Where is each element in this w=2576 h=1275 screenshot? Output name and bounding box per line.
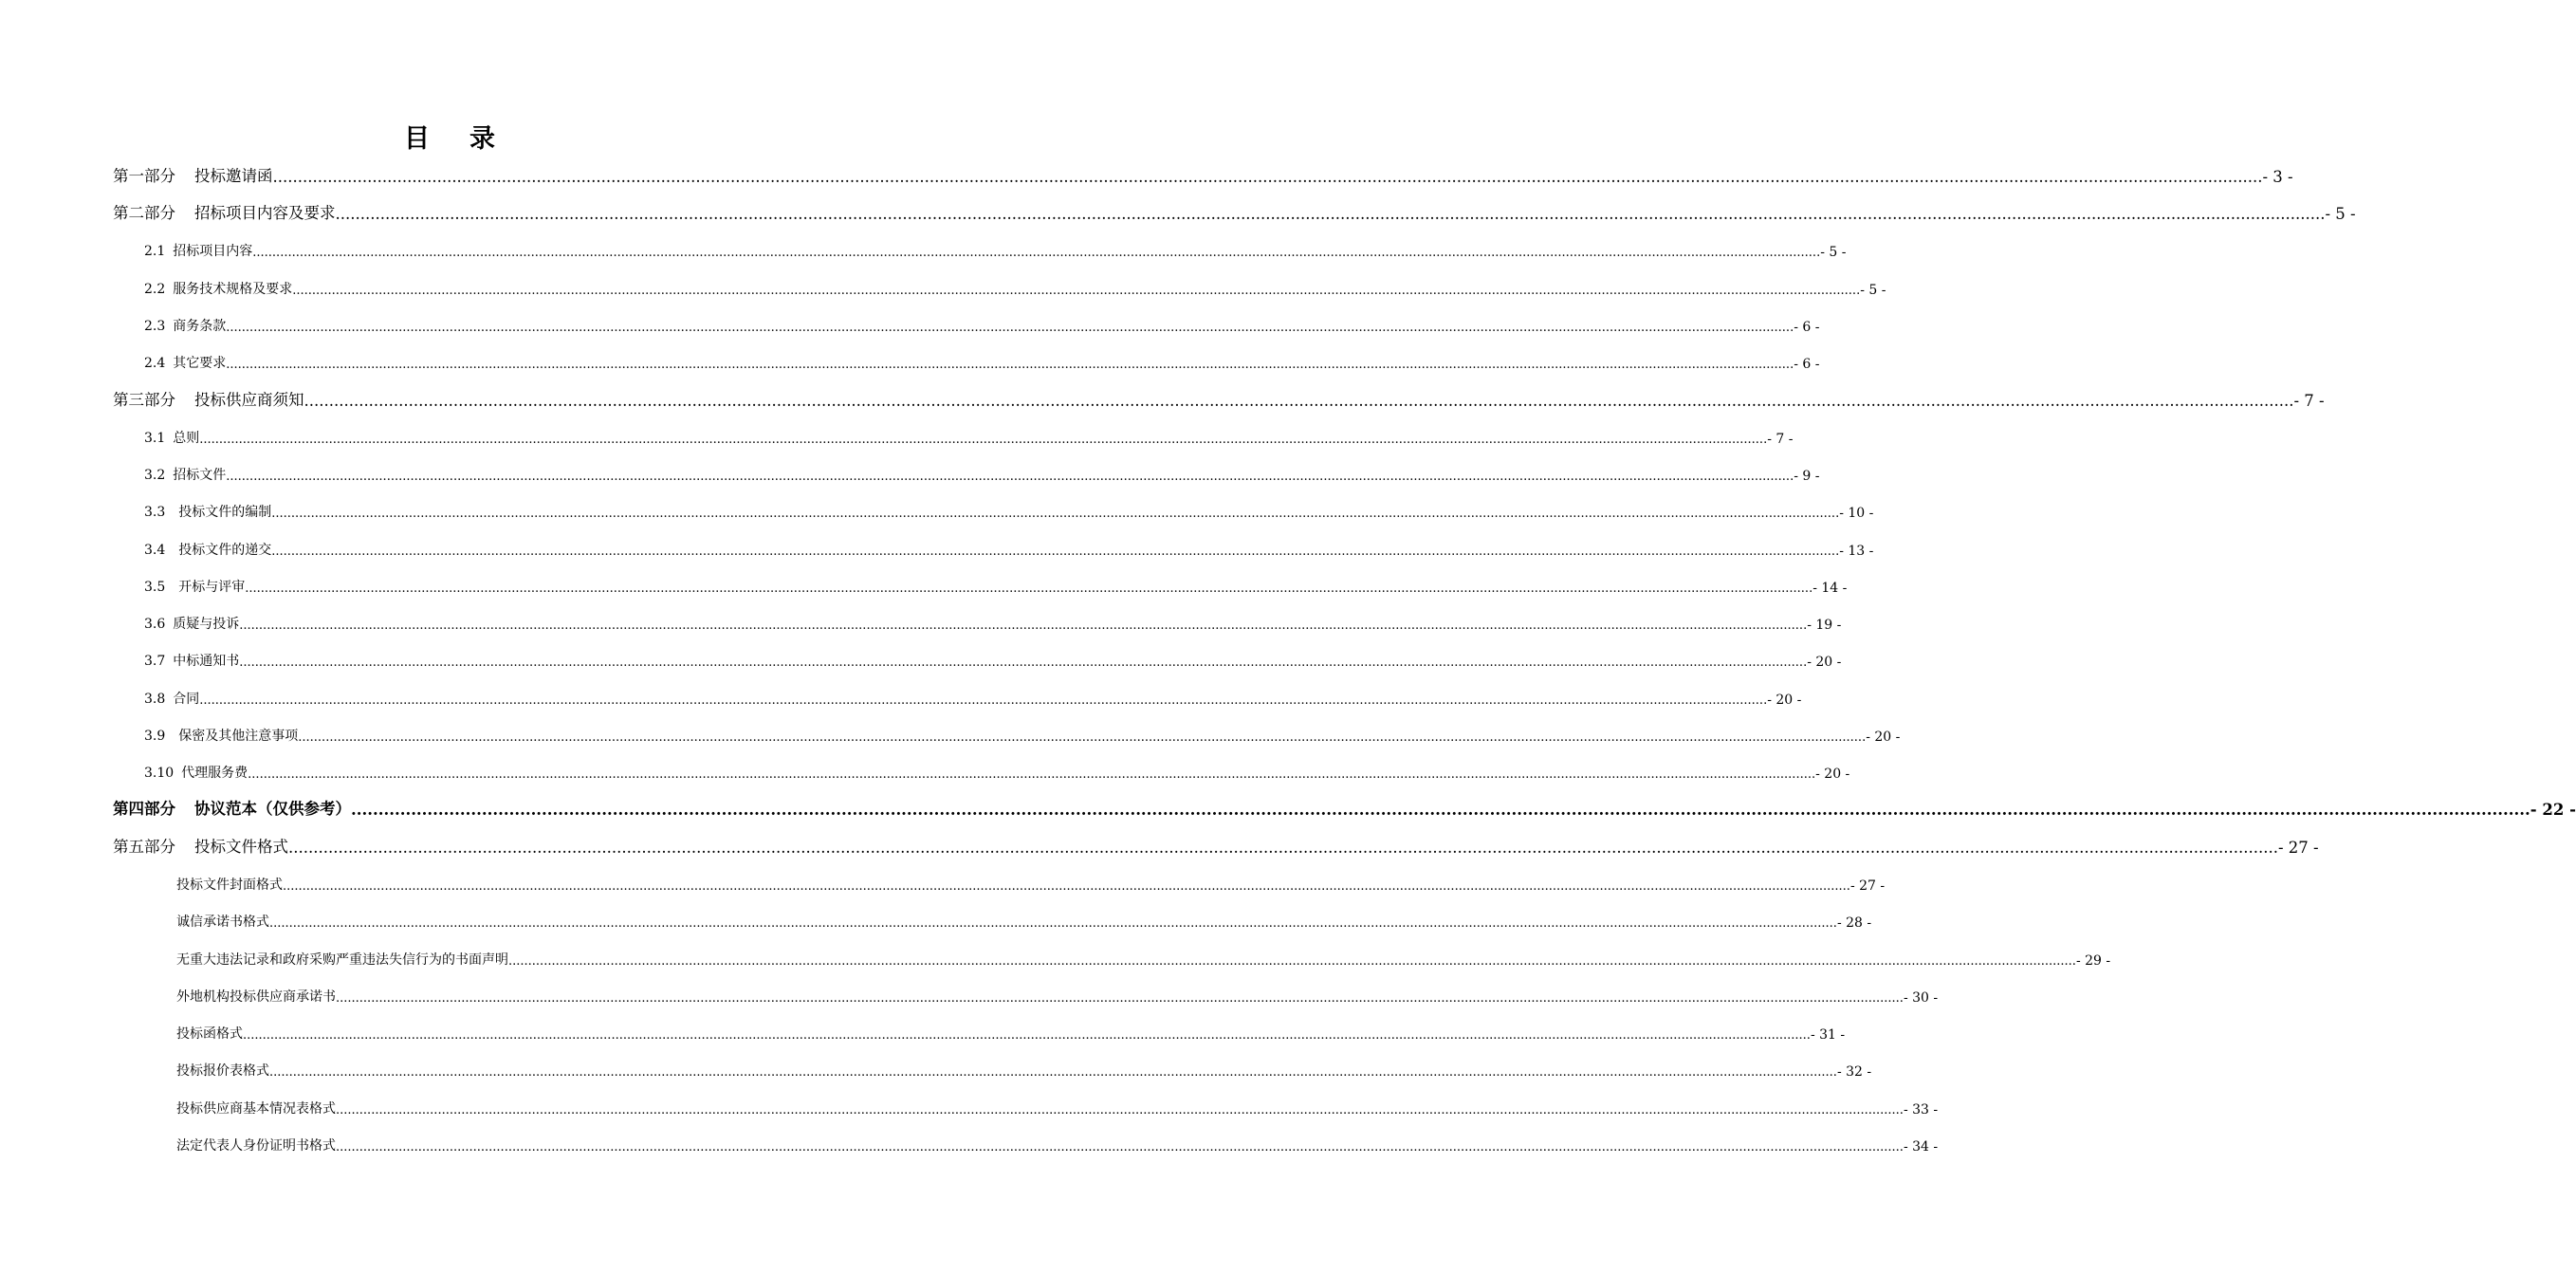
toc-entry-text: 质疑与投诉 bbox=[173, 617, 240, 632]
toc-title-char-1: 目 bbox=[404, 124, 432, 154]
toc-entry-label bbox=[113, 387, 304, 410]
toc-entry-leader-dots: ................................................................................................................................................................................................................................................................................................................................................................................................................ bbox=[283, 879, 1850, 894]
toc-entry-leader-dots: ................................................................................................................................................................................................................................................................................................................................................................................................................ bbox=[292, 284, 1861, 298]
toc-entry[interactable] bbox=[144, 237, 1847, 260]
toc-entry-page-number: - 5 - bbox=[1860, 283, 1886, 298]
toc-entry[interactable] bbox=[144, 536, 1874, 559]
toc-entry-page-number: - 33 - bbox=[1903, 1102, 1939, 1118]
toc-entry-page-number: - 20 - bbox=[1807, 655, 1842, 670]
toc-entry-number: 3.8 bbox=[144, 692, 166, 707]
toc-entry-number: 第三部分 bbox=[113, 391, 175, 409]
toc-entry-label bbox=[176, 1061, 269, 1080]
toc-entry-text: 投标供应商须知 bbox=[194, 391, 304, 409]
toc-entry-text: 投标文件的编制 bbox=[178, 505, 272, 520]
toc-entry-leader-dots: ................................................................................................................................................................................................................................................................................................................................................................................................................ bbox=[239, 619, 1808, 633]
toc-entry[interactable] bbox=[144, 275, 1886, 298]
toc-title-char-2: 录 bbox=[469, 124, 497, 154]
toc-entry-number: 第一部分 bbox=[113, 167, 175, 185]
toc-entry-number: 3.2 bbox=[144, 468, 166, 483]
toc-entry-leader-dots: ................................................................................................................................................................................................................................................................................................................................................................................................................ bbox=[226, 321, 1794, 335]
toc-entry-text: 招标文件 bbox=[173, 468, 227, 483]
toc-entry-leader-dots: ................................................................................................................................................................................................................................................................................................................................................................................................................ bbox=[351, 801, 2530, 819]
toc-entry-label bbox=[144, 502, 271, 521]
toc-entry-number: 2.4 bbox=[144, 356, 166, 371]
toc-entry-number: 3.3 bbox=[144, 505, 166, 520]
toc-entry[interactable] bbox=[113, 200, 2356, 223]
toc-entry-text: 代理服务费 bbox=[181, 766, 248, 781]
toc-entry-label bbox=[144, 689, 199, 708]
toc-entry-text: 投标文件封面格式 bbox=[176, 878, 283, 893]
toc-entry[interactable] bbox=[144, 722, 1901, 745]
toc-entry[interactable] bbox=[113, 387, 2325, 410]
toc-entry-page-number: - 34 - bbox=[1903, 1139, 1939, 1155]
toc-entry-leader-dots: ................................................................................................................................................................................................................................................................................................................................................................................................................ bbox=[245, 582, 1813, 596]
toc-entry-leader-dots: ................................................................................................................................................................................................................................................................................................................................................................................................................ bbox=[508, 954, 2076, 969]
toc-entry-page-number: - 30 - bbox=[1903, 990, 1939, 1006]
toc-entry-number: 2.1 bbox=[144, 244, 166, 259]
toc-entry[interactable] bbox=[144, 349, 1820, 372]
toc-entry-text: 保密及其他注意事项 bbox=[178, 729, 299, 744]
toc-entry-number: 3.7 bbox=[144, 654, 166, 669]
toc-entry-text: 诚信承诺书格式 bbox=[176, 915, 269, 930]
toc-entry-leader-dots: ................................................................................................................................................................................................................................................................................................................................................................................................................ bbox=[199, 693, 1768, 708]
toc-entry-text: 投标文件的递交 bbox=[178, 543, 272, 558]
toc-entry[interactable] bbox=[176, 1132, 1939, 1155]
toc-entry-label bbox=[113, 200, 336, 223]
toc-entry[interactable] bbox=[176, 1057, 1872, 1080]
toc-entry-label bbox=[144, 241, 252, 260]
toc-entry-page-number: - 20 - bbox=[1767, 693, 1802, 708]
toc-entry-text: 开标与评审 bbox=[178, 580, 246, 595]
toc-entry-text: 法定代表人身份证明书格式 bbox=[176, 1138, 336, 1154]
toc-entry-label bbox=[144, 614, 239, 633]
toc-entry-text: 投标供应商基本情况表格式 bbox=[176, 1101, 336, 1117]
toc-entry-page-number: - 3 - bbox=[2262, 168, 2293, 186]
toc-entry-label bbox=[144, 428, 199, 447]
toc-entry-number: 3.10 bbox=[144, 766, 175, 781]
toc-entry[interactable] bbox=[113, 163, 2293, 186]
toc-entry-text: 招标项目内容及要求 bbox=[194, 204, 336, 222]
toc-entry-label bbox=[144, 763, 248, 782]
toc-entry-page-number: - 20 - bbox=[1866, 730, 1901, 745]
toc-entry-page-number: - 22 - bbox=[2530, 801, 2576, 819]
toc-entry-text: 商务条款 bbox=[173, 319, 227, 334]
toc-entry[interactable] bbox=[176, 1095, 1939, 1118]
toc-entry[interactable] bbox=[144, 424, 1794, 447]
toc-entry[interactable] bbox=[144, 647, 1842, 670]
toc-entry[interactable] bbox=[144, 685, 1802, 708]
toc-entry-leader-dots: ................................................................................................................................................................................................................................................................................................................................................................................................................ bbox=[288, 839, 2278, 857]
toc-entry-label bbox=[144, 726, 298, 745]
toc-entry-page-number: - 5 - bbox=[2325, 205, 2356, 223]
toc-entry[interactable] bbox=[176, 871, 1886, 894]
toc-entry-leader-dots: ................................................................................................................................................................................................................................................................................................................................................................................................................ bbox=[271, 507, 1840, 521]
toc-entry-text: 其它要求 bbox=[173, 356, 227, 371]
toc-entry[interactable] bbox=[144, 312, 1820, 335]
toc-entry-number: 3.4 bbox=[144, 543, 166, 558]
toc-entry-label bbox=[176, 950, 508, 969]
toc-entry-label bbox=[144, 540, 271, 559]
toc-entry-text: 服务技术规格及要求 bbox=[173, 282, 293, 297]
toc-entry-label bbox=[144, 353, 226, 372]
toc-entry-label bbox=[176, 987, 336, 1006]
toc-entry-label bbox=[113, 163, 273, 186]
toc-entry-label bbox=[144, 577, 245, 596]
toc-entry-page-number: - 9 - bbox=[1794, 469, 1820, 484]
toc-entry-leader-dots: ................................................................................................................................................................................................................................................................................................................................................................................................................ bbox=[269, 1065, 1837, 1080]
toc-entry-page-number: - 20 - bbox=[1815, 767, 1850, 782]
toc-entry-page-number: - 7 - bbox=[2293, 392, 2325, 410]
toc-entry-page-number: - 27 - bbox=[2277, 839, 2319, 857]
toc-entry-page-number: - 29 - bbox=[2075, 953, 2111, 969]
toc-entry[interactable] bbox=[144, 498, 1874, 521]
toc-entry[interactable] bbox=[144, 759, 1850, 782]
toc-entry-label bbox=[176, 875, 283, 894]
toc-entry-leader-dots: ................................................................................................................................................................................................................................................................................................................................................................................................................ bbox=[243, 1028, 1811, 1043]
toc-entry-label bbox=[144, 465, 226, 484]
toc-entry-leader-dots: ................................................................................................................................................................................................................................................................................................................................................................................................................ bbox=[335, 205, 2326, 223]
toc-entry-page-number: - 5 - bbox=[1820, 245, 1847, 260]
toc-entry-label bbox=[144, 651, 239, 670]
toc-entry-number: 3.1 bbox=[144, 431, 166, 446]
toc-entry-leader-dots: ................................................................................................................................................................................................................................................................................................................................................................................................................ bbox=[199, 433, 1768, 447]
toc-entry-page-number: - 6 - bbox=[1794, 320, 1820, 335]
toc-entry-leader-dots: ................................................................................................................................................................................................................................................................................................................................................................................................................ bbox=[336, 991, 1904, 1006]
toc-entry-label bbox=[113, 796, 351, 819]
toc-entry-number: 3.9 bbox=[144, 729, 166, 744]
toc-entry-leader-dots: ................................................................................................................................................................................................................................................................................................................................................................................................................ bbox=[248, 767, 1816, 782]
toc-entry-label bbox=[176, 1024, 243, 1043]
toc-entry-leader-dots: ................................................................................................................................................................................................................................................................................................................................................................................................................ bbox=[252, 246, 1821, 260]
toc-entry-number: 2.2 bbox=[144, 282, 166, 297]
toc-entry-label bbox=[144, 316, 226, 335]
toc-entry-leader-dots: ................................................................................................................................................................................................................................................................................................................................................................................................................ bbox=[239, 656, 1808, 670]
toc-entry-leader-dots: ................................................................................................................................................................................................................................................................................................................................................................................................................ bbox=[304, 392, 2294, 410]
toc-entry-page-number: - 31 - bbox=[1810, 1027, 1846, 1043]
toc-entry-page-number: - 6 - bbox=[1794, 357, 1820, 372]
toc-entry-text: 协议范本（仅供参考） bbox=[194, 800, 351, 818]
toc-entry-leader-dots: ................................................................................................................................................................................................................................................................................................................................................................................................................ bbox=[336, 1140, 1904, 1155]
toc-entry-leader-dots: ................................................................................................................................................................................................................................................................................................................................................................................................................ bbox=[271, 545, 1840, 559]
toc-entry-page-number: - 28 - bbox=[1836, 915, 1872, 931]
toc-entry[interactable] bbox=[113, 796, 2576, 819]
toc-entry[interactable] bbox=[144, 610, 1842, 633]
toc-entry[interactable] bbox=[144, 461, 1820, 484]
toc-entry-number: 3.6 bbox=[144, 617, 166, 632]
toc-entry-text: 投标函格式 bbox=[176, 1026, 243, 1042]
toc-entry-number: 第四部分 bbox=[113, 800, 175, 818]
toc-entry-leader-dots: ................................................................................................................................................................................................................................................................................................................................................................................................................ bbox=[336, 1103, 1904, 1118]
toc-entry[interactable] bbox=[176, 1020, 1846, 1043]
toc-entry-page-number: - 14 - bbox=[1812, 581, 1848, 596]
toc-entry[interactable] bbox=[113, 834, 2319, 857]
toc-entry-text: 合同 bbox=[173, 692, 200, 707]
toc-entry-number: 2.3 bbox=[144, 319, 166, 334]
toc-entry-text: 招标项目内容 bbox=[173, 244, 253, 259]
toc-entry-number: 3.5 bbox=[144, 580, 166, 595]
toc-entry-leader-dots: ................................................................................................................................................................................................................................................................................................................................................................................................................ bbox=[272, 168, 2263, 186]
toc-entry[interactable] bbox=[176, 908, 1872, 931]
toc-entry-leader-dots: ................................................................................................................................................................................................................................................................................................................................................................................................................ bbox=[226, 358, 1794, 372]
toc-entry-leader-dots: ................................................................................................................................................................................................................................................................................................................................................................................................................ bbox=[269, 916, 1837, 931]
toc-entry-label bbox=[176, 1099, 336, 1118]
toc-entry-leader-dots: ................................................................................................................................................................................................................................................................................................................................................................................................................ bbox=[298, 730, 1867, 745]
toc-entry-label bbox=[176, 1136, 336, 1155]
toc-entry-text: 投标报价表格式 bbox=[176, 1063, 269, 1079]
toc-entry[interactable] bbox=[176, 983, 1939, 1006]
toc-entry-page-number: - 19 - bbox=[1807, 618, 1842, 633]
toc-entry-page-number: - 7 - bbox=[1767, 432, 1794, 447]
toc-title bbox=[0, 118, 901, 155]
toc-entry-page-number: - 10 - bbox=[1839, 506, 1874, 521]
toc-entry-text: 投标文件格式 bbox=[194, 838, 288, 856]
toc-entry-leader-dots: ................................................................................................................................................................................................................................................................................................................................................................................................................ bbox=[226, 470, 1794, 484]
toc-entry-label bbox=[113, 834, 288, 857]
toc-entry-text: 外地机构投标供应商承诺书 bbox=[176, 989, 336, 1005]
toc-entry-text: 无重大违法记录和政府采购严重违法失信行为的书面声明 bbox=[176, 952, 508, 968]
toc-entry-page-number: - 13 - bbox=[1839, 544, 1874, 559]
toc-entry-number: 第五部分 bbox=[113, 838, 175, 856]
toc-entry-label bbox=[176, 912, 269, 931]
toc-entry-number: 第二部分 bbox=[113, 204, 175, 222]
toc-entry-page-number: - 27 - bbox=[1849, 878, 1886, 894]
toc-entry-page-number: - 32 - bbox=[1836, 1064, 1872, 1080]
toc-entry-text: 投标邀请函 bbox=[194, 167, 273, 185]
toc-entry[interactable] bbox=[144, 573, 1848, 596]
toc-entry-label bbox=[144, 279, 292, 298]
toc-entry-text: 总则 bbox=[173, 431, 200, 446]
toc-entry-text: 中标通知书 bbox=[173, 654, 240, 669]
toc-entry[interactable] bbox=[176, 946, 2111, 969]
